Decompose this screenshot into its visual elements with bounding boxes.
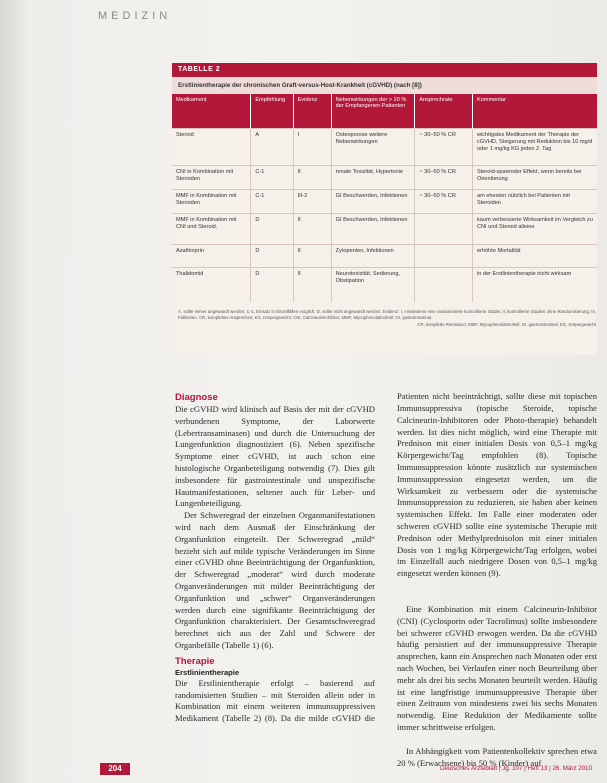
table-cell: II: [293, 166, 331, 190]
table-cell: ~ 30–50 % CR: [415, 190, 473, 214]
table-cell: CNI in Kombination mit Steroiden: [172, 166, 251, 190]
journal-footer: Deutsches Ärzteblatt | Jg. 107 | Heft 13 | 26. März 2010: [440, 765, 593, 772]
table-header-row: [172, 94, 597, 129]
paragraph: Der Schweregrad der einzelnen Organmanifestationen wird nach dem Ausmaß der Einschränkung der Organfunktion eingeteilt. Der Schweregrad „mild“ bezieht sich auf milde typische Veränderungen im Sinne einer cGVHD ohne Beeinträchtigung der Organfunktion, der Schweregrad „moderat“ wird durch moderate Organveränderungen mit milder Beeinträchtigung der Organfunktion und „schwer“ Organveränderungen werden durch eine signifikante Beeinträchtigung der Organfunktion charakterisiert. Der Gesamtschweregrad berechnet sich aus der Zahl und Schwere der Organbefälle (Tabelle 1) (6).: [175, 510, 375, 650]
table-cell: I: [293, 129, 331, 166]
table-cell: [415, 214, 473, 245]
table-cell: C-1: [251, 166, 293, 190]
table-cell: II: [293, 268, 331, 303]
table-cell: Neurotoxizität, Sedierung, Obstipation: [331, 268, 415, 303]
table-cell: Steroid-sparender Effekt, wenn bereits bei Orientierung: [472, 166, 597, 190]
col-header: Nebenwirkungen der > 20 % der Empfangenen Patienten: [331, 94, 415, 129]
table-cell: kaum verbesserte Wirksamkeit im Vergleich zu CNI und Steroid alleine: [472, 214, 597, 245]
table-cell: Thalidomid: [172, 268, 251, 303]
table-cell: Osteoporose weitere Nebenwirkungen: [331, 129, 415, 166]
table-cell: am ehesten nützlich bei Patienten mit Steroiden: [472, 190, 597, 214]
table-cell: Steroid: [172, 129, 251, 166]
table-cell: MMF in Kombination mit Steroiden: [172, 190, 251, 214]
table-cell: ~ 30–50 % CR: [415, 166, 473, 190]
table-title: Erstlinientherapie der chronischen Graft-versus-Host-Krankheit (cGVHD) (nach [8]): [172, 77, 597, 94]
paragraph: Eine Kombination mit einem Calcineurin-Inhibitor (CNI) (Cyclosporin oder Tacrolimus) sollte insbesondere bei schwerer cGVHD erwogen werden. Da die cGVHD häufig persistiert auf der immunsuppressive Therapie ansprechen, kann ein Ansprechen nach Monaten oder erst nach Wochen, bei Verlaufen einer noch Beurteilung über mehr als drei bis sechs Monaten beurteilt werden. Häufig ist eine langfristige immunsuppressive Therapie über einen Zeitraum von mindestens zwei bis sechs Monaten notwendig. Eine Reduktion der Medikamente sollte immer schrittweise erfolgen.: [397, 604, 597, 732]
table-cell: C-1: [251, 190, 293, 214]
col-header: Empfehlung: [251, 94, 293, 129]
heading-therapie: Therapie: [175, 655, 215, 667]
table-row: [172, 268, 597, 303]
paragraph: In Abhängigkeit vom Patientenkollektiv sprechen etwa 20 % (Erwachsene) bis 50 % (Kinder) auf: [397, 746, 597, 768]
table-row: [172, 166, 597, 190]
col-header: Evidenz: [293, 94, 331, 129]
table-cell: II: [293, 245, 331, 268]
table-cell: D: [251, 268, 293, 303]
paragraph-text: Patienten nicht beeinträchtigt, sollte diese mit topischen Immunsuppressiva (topische Steroide, topische Calcineurin-Inhibitoren oder Photo-therapie) behandelt werden. Ist dies nicht möglich, wird eine Therapie mit Prednison mit einer initialen Dosis von 0,5–1 mg/kg Körpergewicht/Tag empfohlen (8). Topische Immunsuppression könnte zusätzlich zur systemischen Immunsuppression eingesetzt werden, um die Wirksamkeit zu verbessern oder die systemische Immunsuppression zu reduzieren, sie haben aber keinen systemischen Effekt. Im Falle einer moderaten oder schweren cGVHD sollte eine systemische Therapie mit Prednison oder Methylprednisolon mit einer initialen Dosis von 1 mg/kg Körpergewicht/Tag erfolgen, wobei im Einzelfall auch niedrigere Dosen von 0,5–1 mg/kg eingesetzt werden können (9).: [397, 392, 597, 579]
table-row: [172, 190, 597, 214]
table-cell: A: [251, 129, 293, 166]
table-cell: III-2: [293, 190, 331, 214]
article-column-right: [397, 392, 597, 770]
footnote-abbreviations: CR, komplette Remission; MMF, Mycophenolatmofetil; GI, gastrointestinal; KG, Körpergewicht: [417, 321, 596, 327]
paragraph: Die Erstlinientherapie erfolgt – basierend auf randomisierten Studien – mit Steroiden allein oder in Kombination mit einem weiteren immunsuppressiven Medikament (Tabelle 2) (8). Da die milde cGVHD die: [175, 677, 375, 724]
paragraph-continued: [397, 392, 597, 604]
table-cell: ~ 30–50 % CR: [415, 129, 473, 166]
table-cell: [415, 245, 473, 268]
table-cell: erhöhte Mortalität: [472, 245, 597, 268]
col-header: Kommentar: [472, 94, 597, 129]
col-header: Medikament: [172, 94, 251, 129]
table-cell: D: [251, 245, 293, 268]
table-cell: Azathioprin: [172, 245, 251, 268]
table-row: [172, 214, 597, 245]
table-cell: GI Beschwerden, Infektionen: [331, 214, 415, 245]
table-cell: Zytopenien, Infektionen: [331, 245, 415, 268]
paragraph: Die cGVHD wird klinisch auf Basis der mit der cGVHD verbundenen Symptome, der Laborwerte (Lebertransaminasen) und durch die Untersuchung der Lungenfunktion diagnostiziert (6). Neben spezifische Symptome einer cGVHD, ist auch schon eine histologische Organbeteiligung notwendig (7). Dies gilt insbesondere für gastrointestinale und unspezifische Hautmanifestationen, seltener auch für Leber- und Lungenbeteiligung.: [175, 404, 375, 509]
heading-diagnose: Diagnose: [175, 392, 218, 403]
page-number: 204: [100, 763, 130, 775]
table-cell: wichtigstes Medikament der Therapie der cGVHD, Steigerung mit Reduktion bis 10 mg/d oder 1 mg/kg KG jeden 2. Tag: [472, 129, 597, 166]
table-cell: renale Toxizität, Hypertonie: [331, 166, 415, 190]
table-row: [172, 129, 597, 166]
table-cell: in der Erstlinientherapie nicht wirksam: [472, 268, 597, 303]
section-header: MEDIZIN: [98, 10, 172, 22]
heading-erstlinientherapie: Erstlinientherapie: [175, 667, 240, 677]
table-footnote: [178, 309, 596, 328]
therapy-table: [172, 94, 597, 302]
table-cell: GI Beschwerden, Infektionen: [331, 190, 415, 214]
table-cell: II: [293, 214, 331, 245]
table-row: [172, 245, 597, 268]
table-tag: TABELLE 2: [172, 63, 597, 77]
table-cell: [415, 268, 473, 303]
table-cell: D: [251, 214, 293, 245]
col-header: Ansprechrate: [415, 94, 473, 129]
footnote-text: A, sollte immer angewandt werden; C-1, Einsatz in Einzelfällen möglich; D, sollte nicht angewandt werden; Evidenz: I, mindestens eine randomisierte kontrollierte Studie; II, kontrollierte Studien ohne Randomisierung; III, Fallserien. CR, komplettes Ansprechen; KG, Körpergewicht; CNI, Calcineurininhibitor; MMF, Mycophenolatmofetil; GI, gastrointestinal.: [178, 309, 596, 321]
table-cell: MMF in Kombination mit CNI und Steroid.: [172, 214, 251, 245]
article-column-left: [175, 392, 375, 726]
